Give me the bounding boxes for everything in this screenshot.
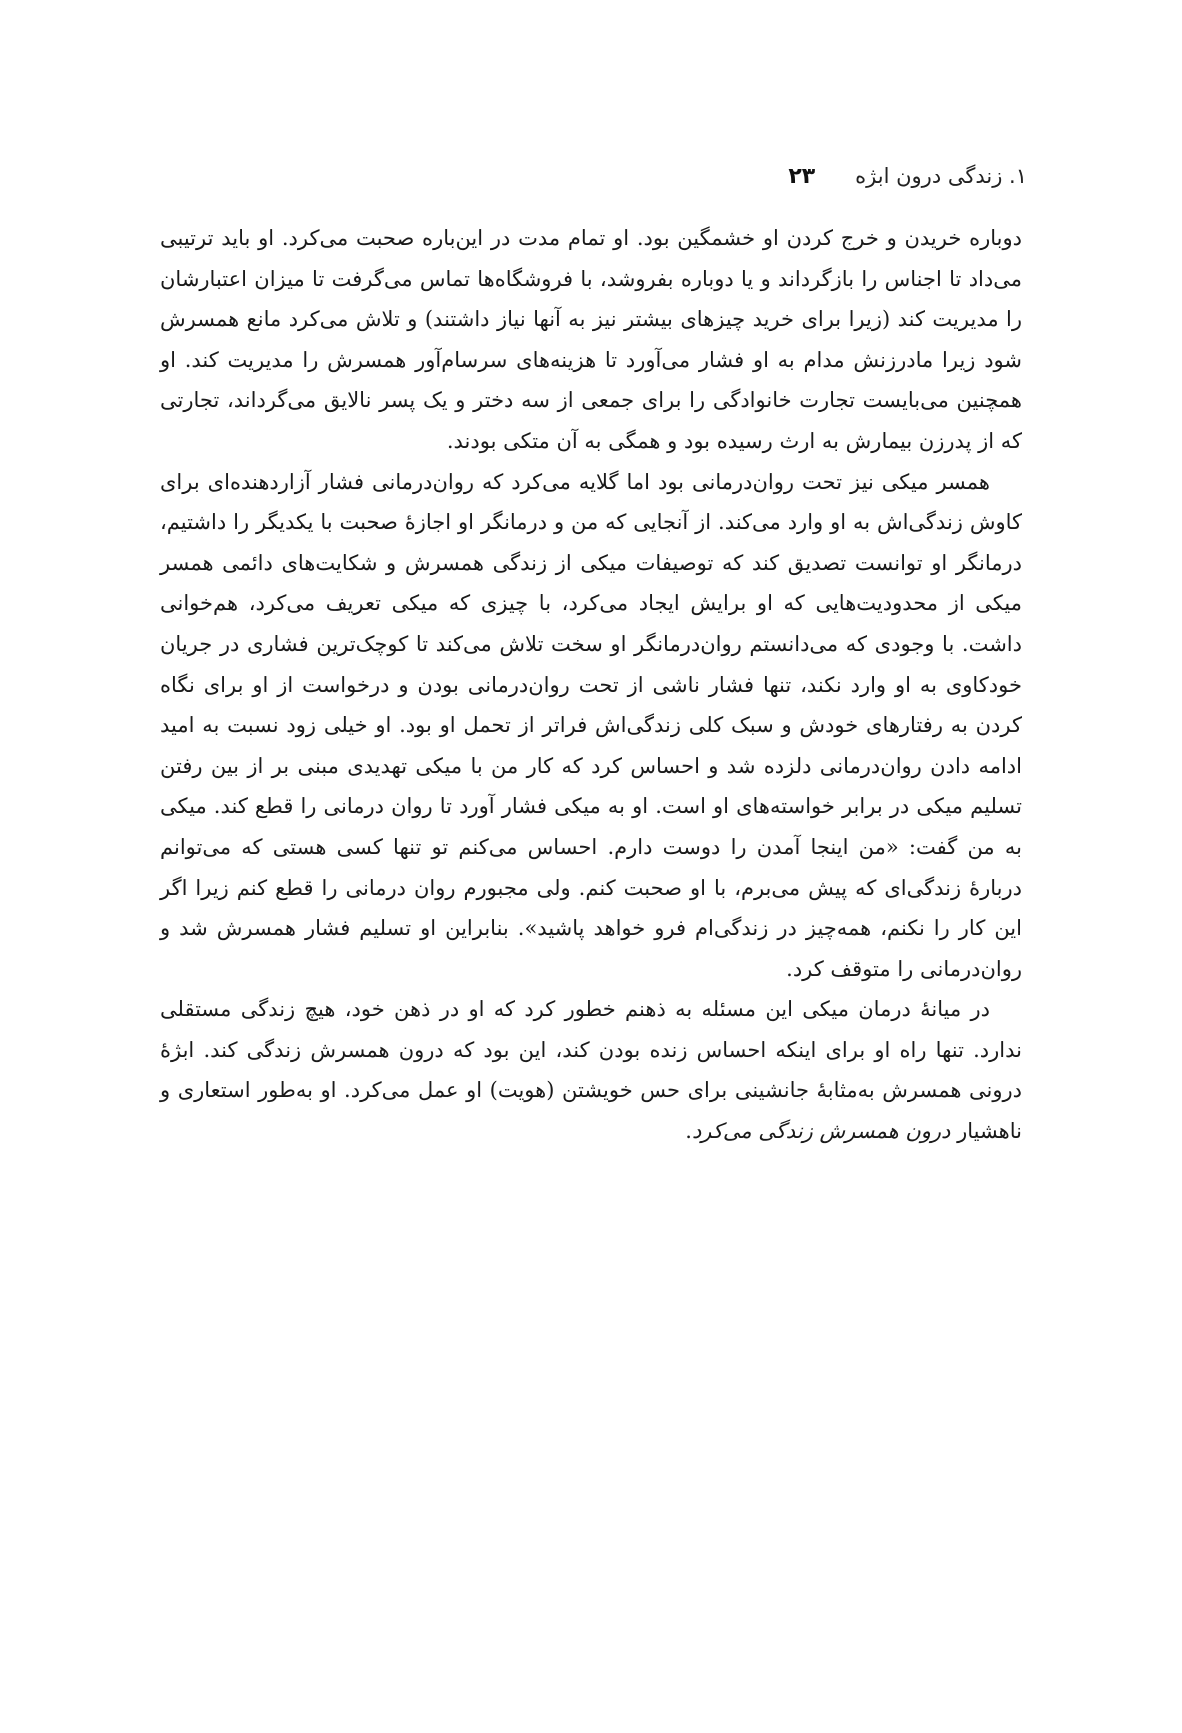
body-text (160, 218, 1022, 1152)
page-number: ۲۳ (788, 163, 816, 189)
paragraph-3-text: در میانهٔ درمان میکی این مسئله به ذهنم خطور کرد که او در ذهن خود، هیچ زندگی مستقلی ندارد. تنها راه او برای اینکه احساس زنده بودن کند، این بود که درون همسرش زندگی کند. ابژهٔ درونی همسرش به‌مثابهٔ جانشینی برای حس خویشتن (هویت) او عمل می‌کرد. او به‌طور استعاری و ناهشیار (160, 997, 1022, 1144)
paragraph-3-emphasis: درون همسرش زندگی می‌کرد (691, 1119, 951, 1144)
running-header (155, 158, 1027, 194)
paragraph-1: دوباره خریدن و خرج کردن او خشمگین بود. او تمام مدت در این‌باره صحبت می‌کرد. او باید ترتیبی می‌داد تا اجناس را بازگرداند و یا دوباره بفروشد، با فروشگاه‌ها تماس می‌گرفت تا میزان اعتبارشان را مدیریت کند (زیرا برای خرید چیزهای بیشتر نیز به آنها نیاز داشتند) و تلاش می‌کرد مانع همسرش شود زیرا مادرزنش مدام به او فشار می‌آورد تا هزینه‌های سرسام‌آور همسرش را مدیریت کند. او همچنین می‌بایست تجارت خانوادگی را برای جمعی از سه دختر و یک پسر نالایق می‌گرداند، تجارتی که از پدرزن بیمارش به ارث رسیده بود و همگی به آن متکی بودند. (160, 226, 1022, 453)
paragraph-3-end: . (685, 1119, 692, 1144)
chapter-title: ۱. زندگی درون ابژه (855, 164, 1027, 188)
paragraph-2: همسر میکی نیز تحت روان‌درمانی بود اما گلایه می‌کرد که روان‌درمانی فشار آزاردهنده‌ای برای کاوش زندگی‌اش به او وارد می‌کند. از آنجایی که من و درمانگر او اجازهٔ صحبت با یکدیگر را داشتیم، درمانگر او توانست تصدیق کند که توصیفات میکی از زندگی همسرش و شکایت‌های دائمی همسر میکی از محدودیت‌هایی که او برایش ایجاد می‌کرد، با چیزی که میکی تعریف می‌کرد، هم‌خوانی داشت. با وجودی که می‌دانستم روان‌درمانگر او سخت تلاش می‌کند تا کوچک‌ترین فشاری در جریان خودکاوی به او وارد نکند، تنها فشار ناشی از تحت روان‌درمانی بودن و درخواست از او برای نگاه کردن به رفتارهای خودش و سبک کلی زندگی‌اش فراتر از تحمل او بود. او خیلی زود نسبت به امید ادامه دادن روان‌درمانی دلزده شد و احساس کرد که کار من با میکی تهدیدی مبنی بر از بین رفتن تسلیم میکی در برابر خواسته‌های او است. او به میکی فشار آورد تا روان درمانی را قطع کند. میکی به من گفت: «من اینجا آمدن را دوست دارم. احساس می‌کنم تو تنها کسی هستی که می‌توانم دربارهٔ زندگی‌ای که پیش می‌برم، با او صحبت کنم. ولی مجبورم روان درمانی را قطع کنم زیرا اگر این کار را نکنم، همه‌چیز در زندگی‌ام فرو خواهد پاشید». بنابراین او تسلیم فشار همسرش شد و روان‌درمانی را متوقف کرد. (160, 469, 1022, 981)
paragraph-3 (160, 989, 1022, 1151)
